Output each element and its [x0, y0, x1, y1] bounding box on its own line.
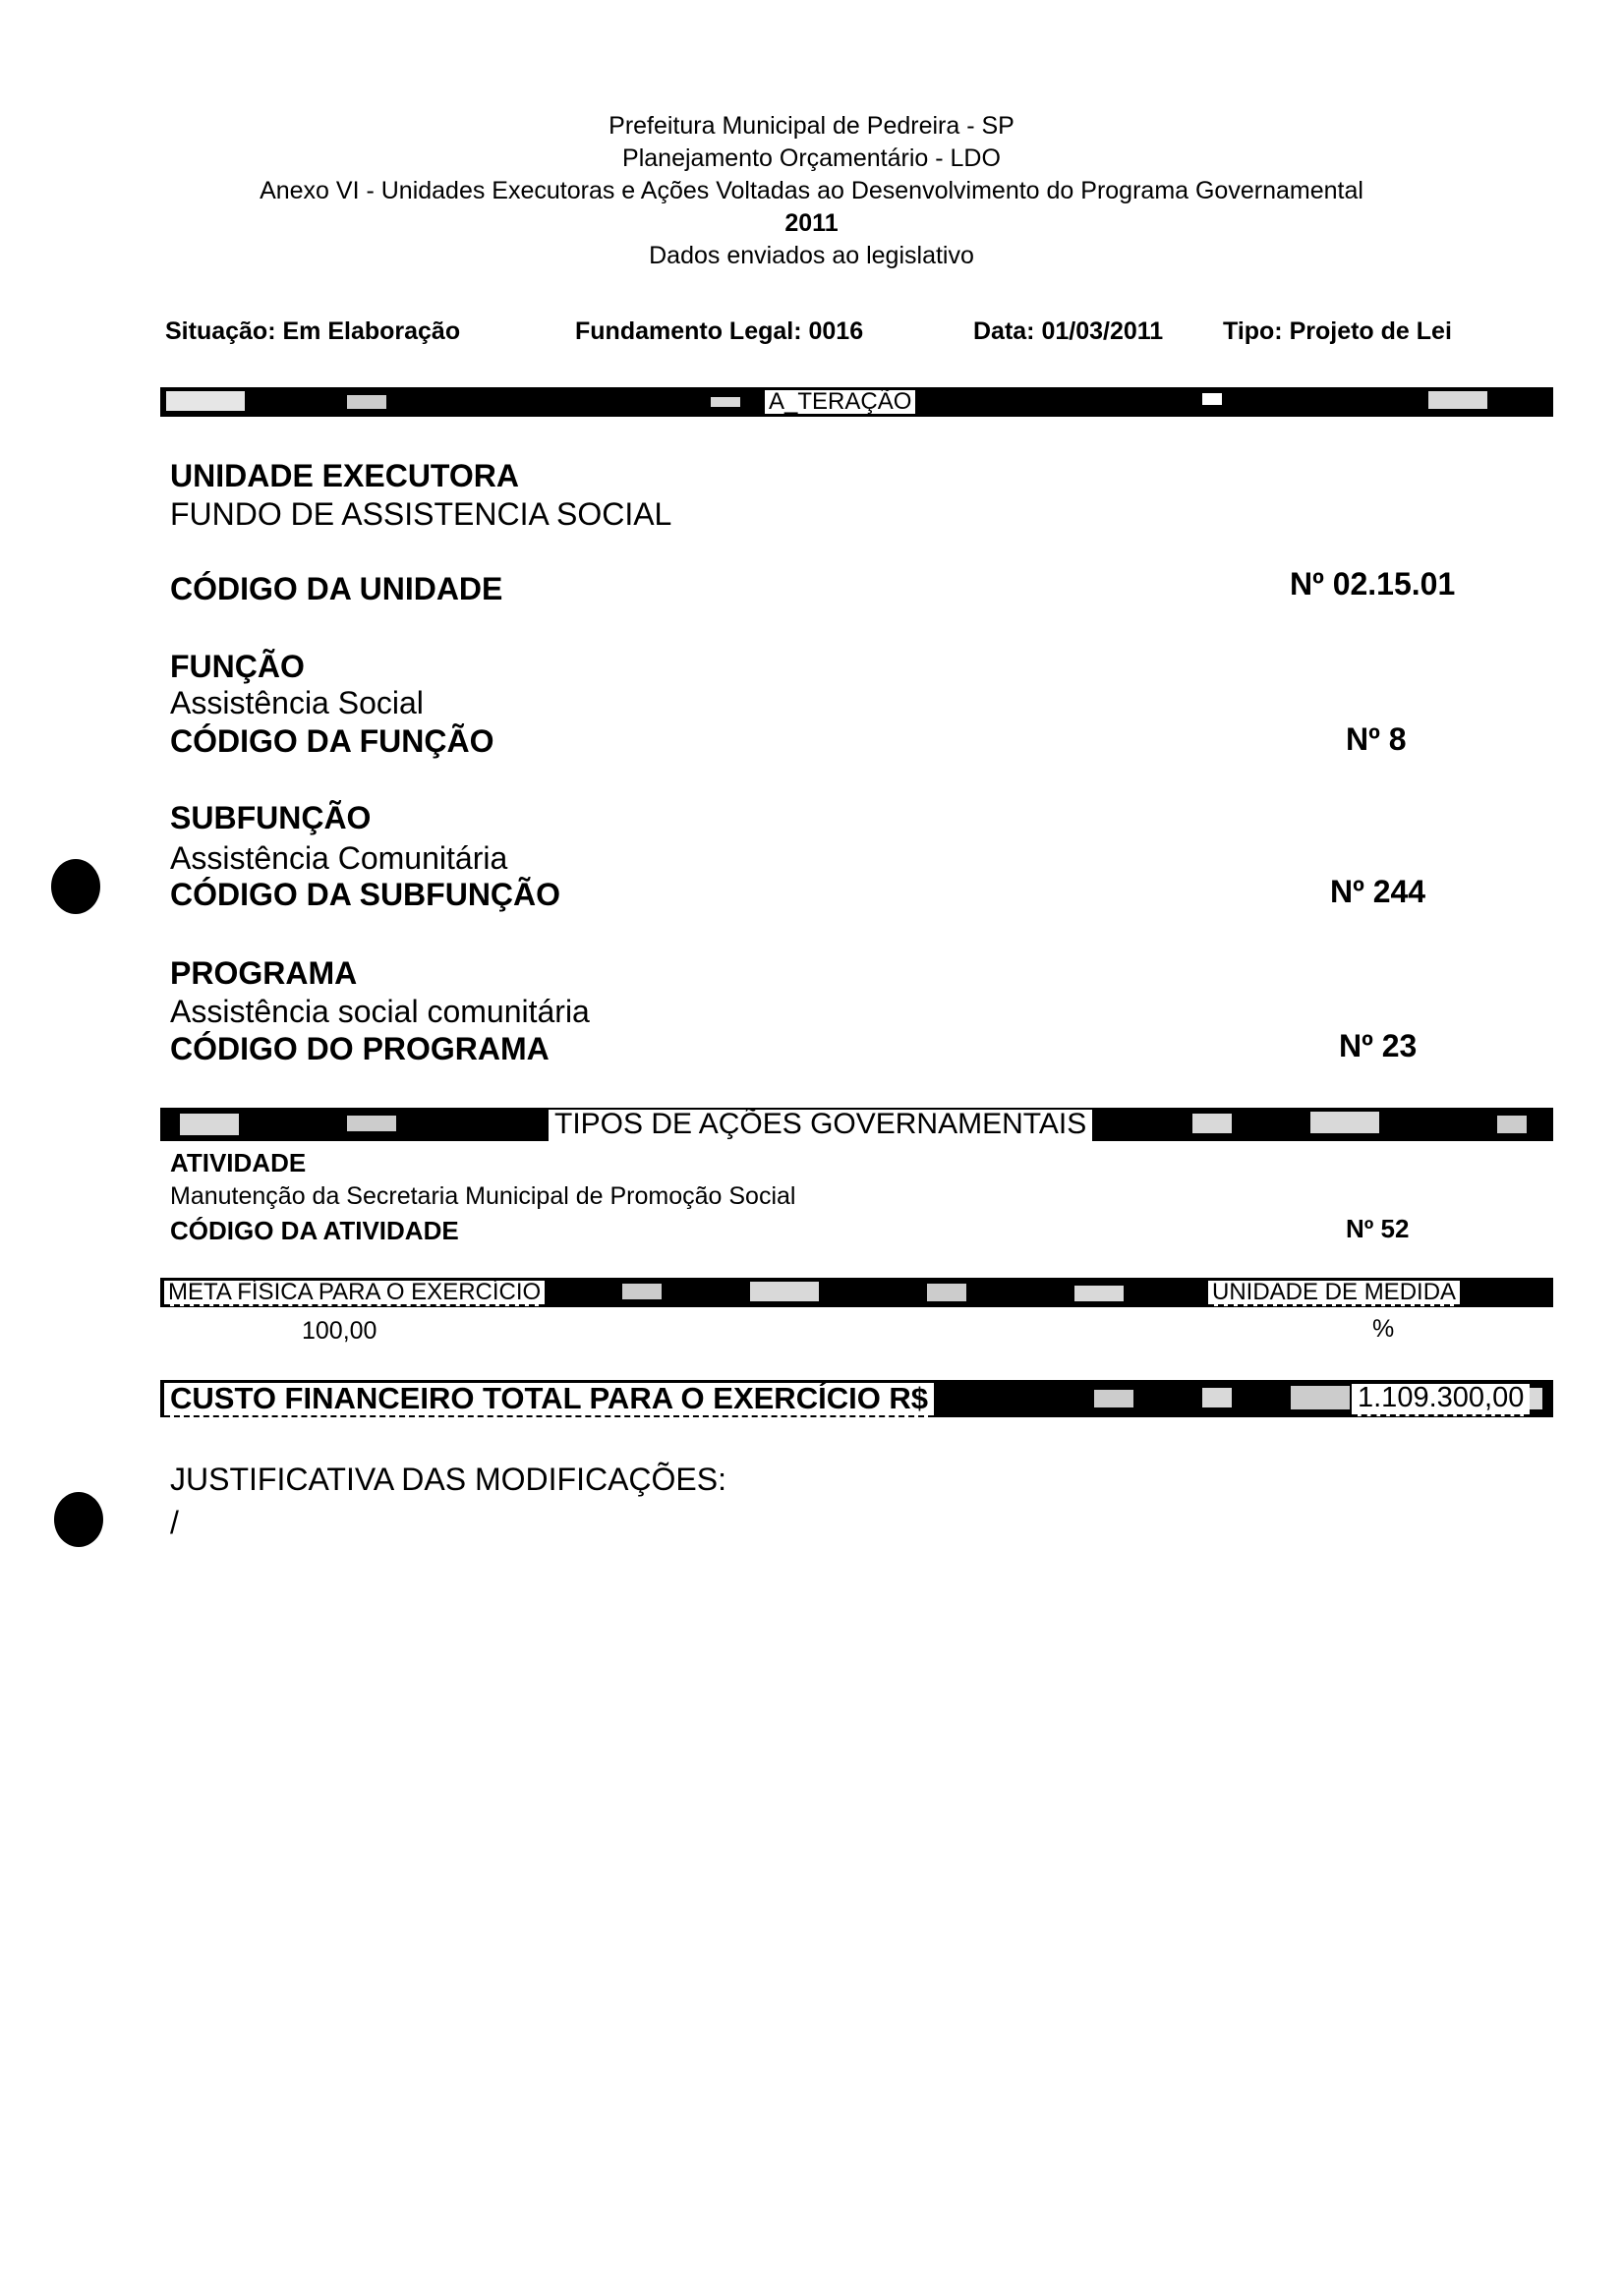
unit-value: FUNDO DE ASSISTENCIA SOCIAL: [170, 496, 672, 532]
section-bar-tipos: [160, 1108, 1553, 1141]
legal-basis-field: Fundamento Legal: 0016: [575, 317, 864, 345]
date-field: Data: 01/03/2011: [973, 317, 1164, 345]
bar-tipos-label: TIPOS DE AÇÕES GOVERNAMENTAIS: [549, 1110, 1092, 1141]
unit-of-measure-value: %: [1372, 1315, 1395, 1343]
header-note: Dados enviados ao legislativo: [649, 242, 974, 269]
unit-of-measure-label: UNIDADE DE MEDIDA: [1208, 1281, 1460, 1306]
program-code: Nº 23: [1339, 1028, 1418, 1063]
document-header: [0, 110, 1623, 272]
binder-hole-top: [51, 859, 100, 914]
custo-value: 1.109.300,00: [1352, 1384, 1530, 1416]
custo-label: CUSTO FINANCEIRO TOTAL PARA O EXERCÍCIO R$: [164, 1383, 934, 1417]
function-value: Assistência Social: [170, 685, 424, 720]
unit-code: Nº 02.15.01: [1290, 566, 1456, 602]
activity-code: Nº 52: [1346, 1214, 1410, 1243]
activity-code-label: CÓDIGO DA ATIVIDADE: [170, 1216, 459, 1245]
subfunction-label: SUBFUNÇÃO: [170, 800, 372, 835]
program-code-label: CÓDIGO DO PROGRAMA: [170, 1031, 550, 1066]
activity-label: ATIVIDADE: [170, 1148, 307, 1177]
function-code-label: CÓDIGO DA FUNÇÃO: [170, 723, 494, 759]
subfunction-code: Nº 244: [1330, 874, 1426, 909]
section-bar-meta-fisica: [160, 1278, 1553, 1307]
program-value: Assistência social comunitária: [170, 994, 590, 1029]
header-year: 2011: [784, 209, 839, 237]
binder-hole-bottom: [54, 1492, 103, 1547]
type-field: Tipo: Projeto de Lei: [1223, 317, 1452, 345]
subfunction-value: Assistência Comunitária: [170, 840, 508, 876]
status-field: Situação: Em Elaboração: [165, 317, 461, 345]
meta-fisica-value: 100,00: [302, 1317, 377, 1345]
header-annex: Anexo VI - Unidades Executoras e Ações Voltadas ao Desenvolvimento do Programa Governamental: [260, 177, 1363, 204]
subfunction-code-label: CÓDIGO DA SUBFUNÇÃO: [170, 877, 561, 912]
activity-value: Manutenção da Secretaria Municipal de Promoção Social: [170, 1182, 796, 1210]
header-planning: Planejamento Orçamentário - LDO: [622, 144, 1001, 172]
function-code: Nº 8: [1346, 721, 1407, 757]
header-municipality: Prefeitura Municipal de Pedreira - SP: [609, 112, 1014, 140]
unit-code-label: CÓDIGO DA UNIDADE: [170, 571, 503, 606]
justification-label: JUSTIFICATIVA DAS MODIFICAÇÕES:: [170, 1462, 726, 1497]
meta-fisica-label: META FÍSICA PARA O EXERCÍCIO: [164, 1281, 545, 1306]
function-label: FUNÇÃO: [170, 649, 305, 684]
bar-alteracao-label: A_TERAÇÃO: [765, 390, 915, 414]
justification-value: /: [170, 1505, 179, 1540]
section-bar-custo: [160, 1380, 1553, 1417]
section-bar-alteracao: [160, 387, 1553, 417]
unit-label: UNIDADE EXECUTORA: [170, 458, 519, 493]
program-label: PROGRAMA: [170, 955, 358, 991]
